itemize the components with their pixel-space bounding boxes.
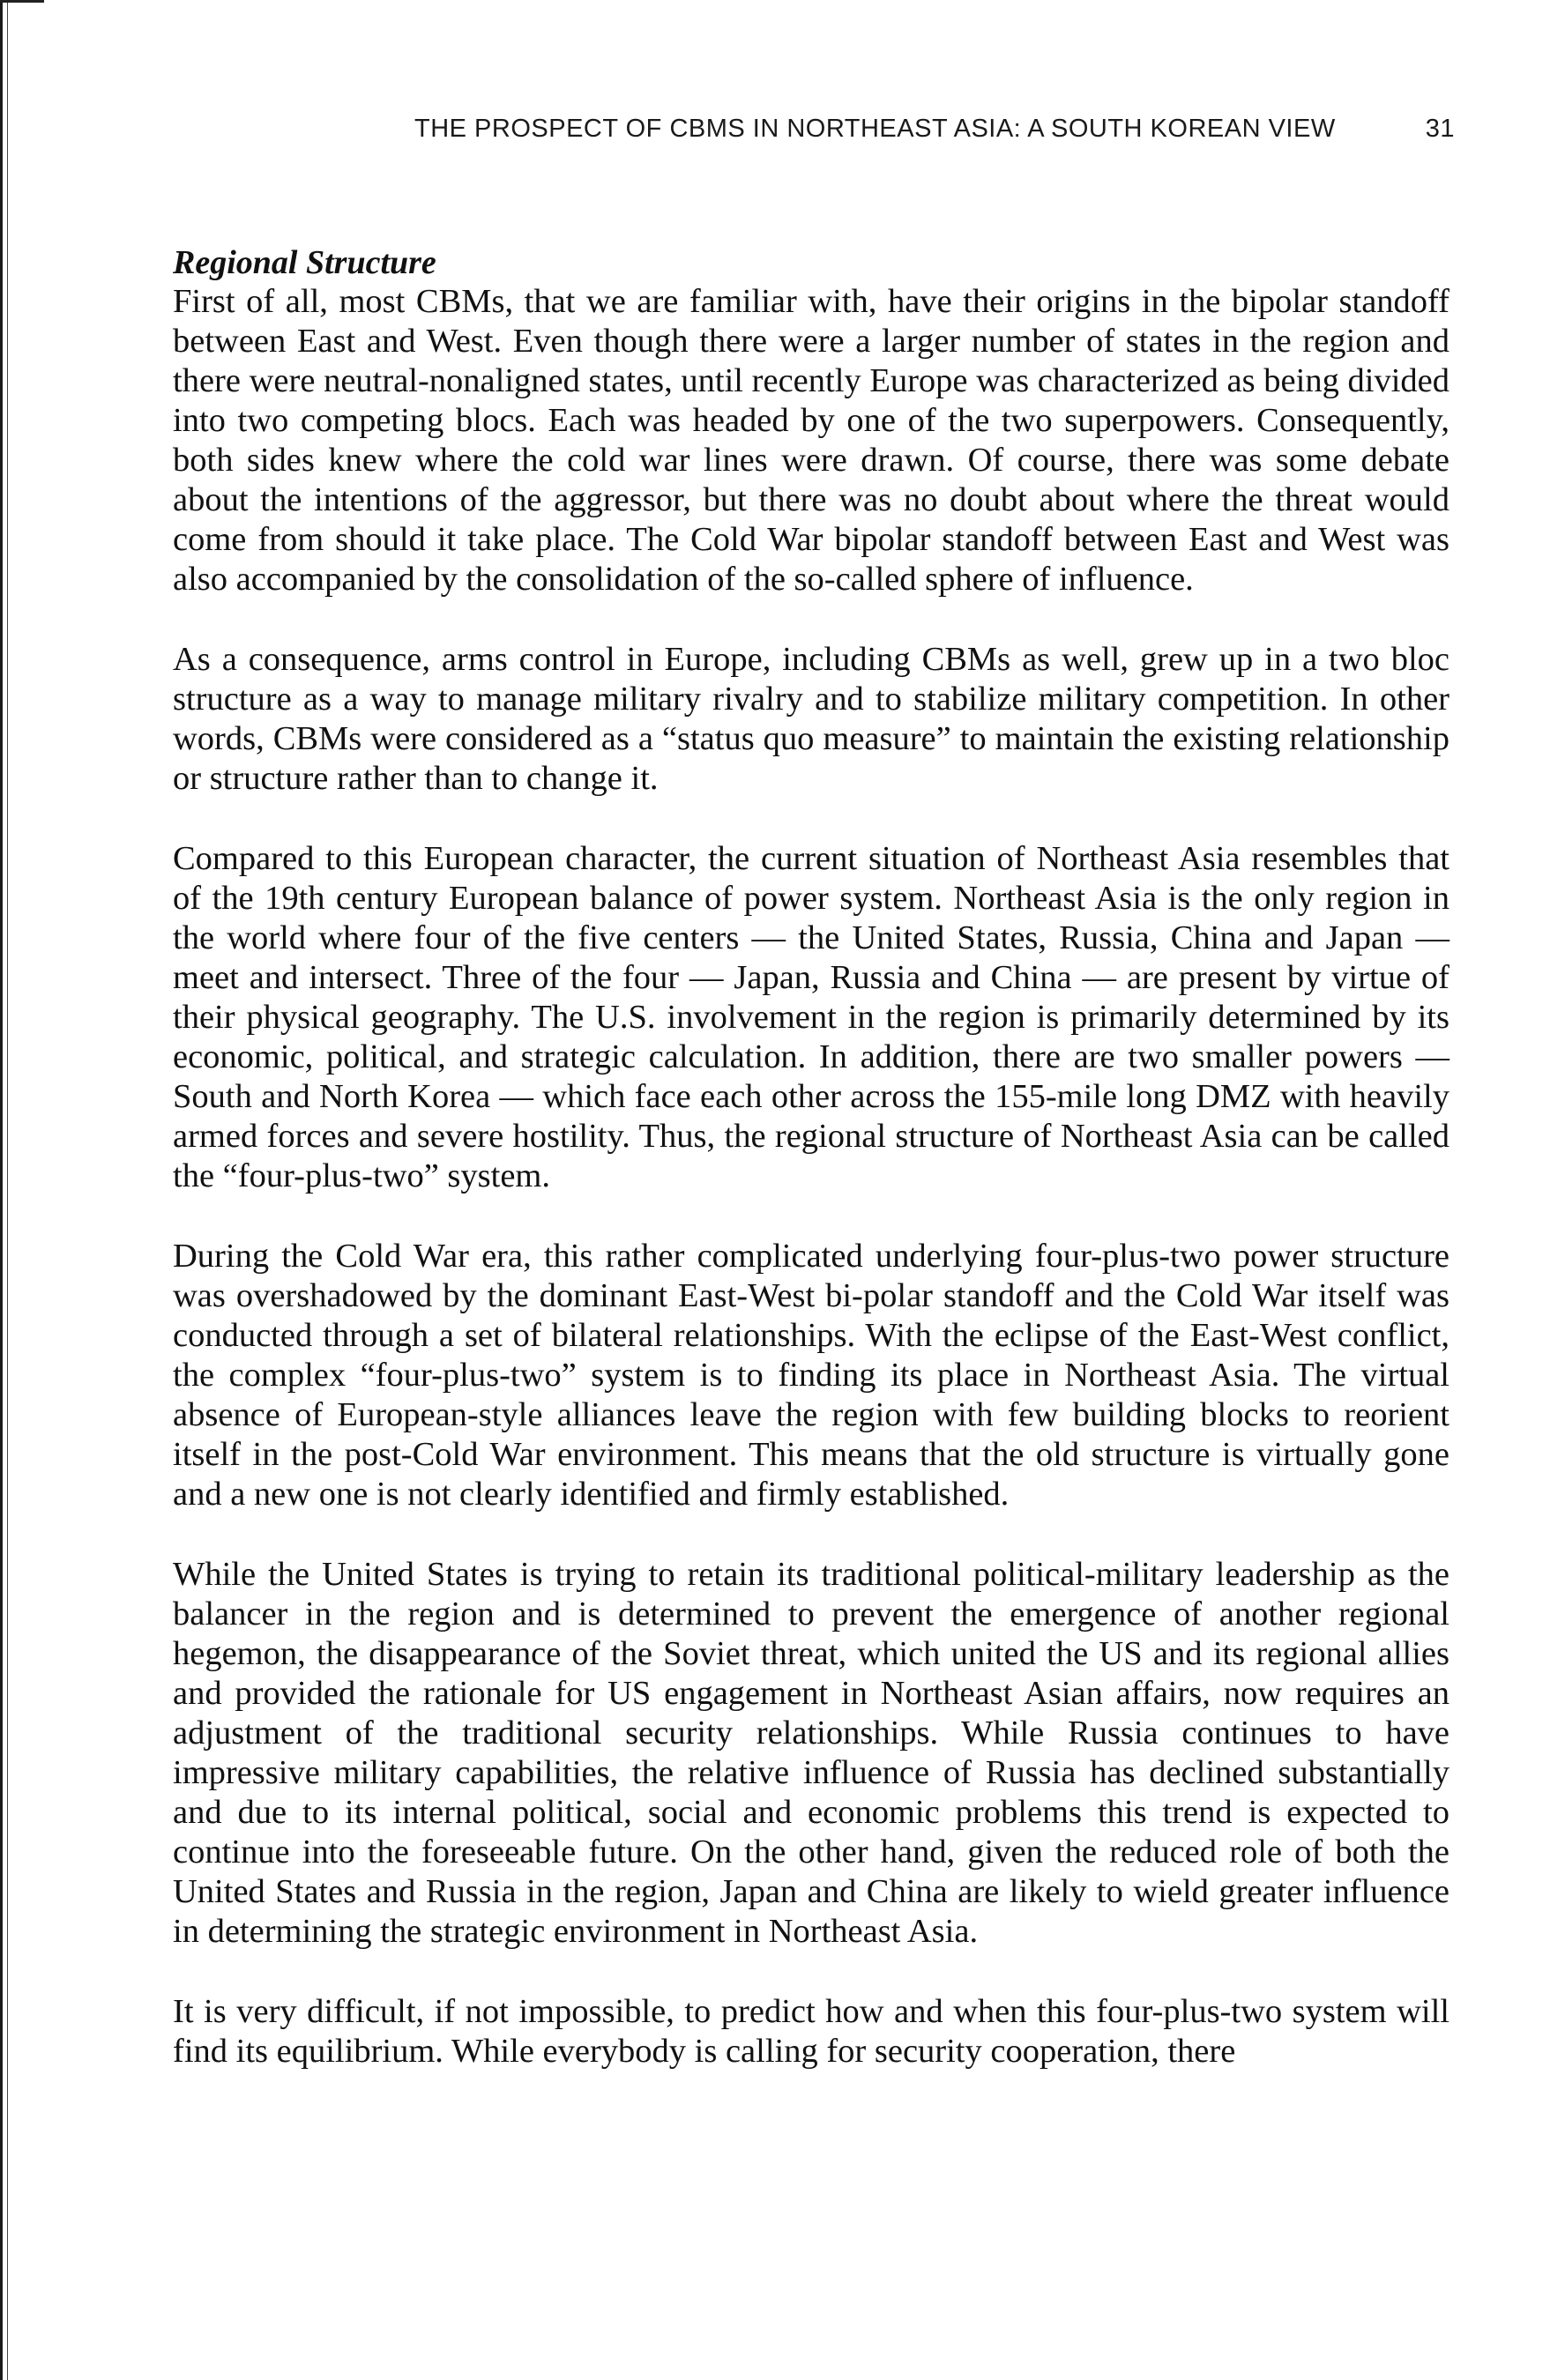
paragraph-2: As a consequence, arms control in Europe, including CBMs as well, grew up in a two bloc structure as a way to manage military rivalry and to stabilize military competition. In other words, CBMs were considered as a “status quo measure” to maintain the existing relationship or structure rather than to change it. xyxy=(173,641,1449,797)
paragraph-3: Compared to this European character, the current situation of Northeast Asia resembles that of the 19th century European balance of power system. Northeast Asia is the only region in the world where four of the five centers — the United States, Russia, China and Japan — meet and intersect. Three of the four — Japan, Russia and China — are present by virtue of their physical geography. The U.S. involvement in the region is primarily determined by its economic, political, and strategic calculation. In addition, there are two smaller powers — South and North Korea — which face each other across the 155-mile long DMZ with heavily armed forces and severe hostility. Thus, the regional structure of Northeast Asia can be called the “four-plus-two” system. xyxy=(173,840,1449,1194)
paragraph-1: First of all, most CBMs, that we are familiar with, have their origins in the bipolar standoff between East and West. Even though there were a larger number of states in the region and there were neutral-nonaligned states, until recently Europe was characterized as being divided into two competing blocs. Each was headed by one of the two superpowers. Consequently, both sides knew where the cold war lines were drawn. Of course, there was some debate about the intentions of the aggressor, but there was no doubt about where the threat would come from should it take place. The Cold War bipolar standoff between East and West was also accompanied by the consolidation of the so-called sphere of influence. xyxy=(173,283,1449,598)
page-number: 31 xyxy=(1425,115,1455,143)
section-subheading: Regional Structure xyxy=(173,244,436,281)
paragraph-6: It is very difficult, if not impossible, to predict how and when this four-plus-two system will find its equilibrium. While everybody is calling for security cooperation, there xyxy=(173,1993,1449,2070)
running-title: THE PROSPECT OF CBMS IN NORTHEAST ASIA: A SOUTH KOREAN VIEW xyxy=(414,115,1336,143)
page-body xyxy=(173,243,1449,2112)
paragraph-5: While the United States is trying to retain its traditional political-military leadership as the balancer in the region and is determined to prevent the emergence of another regional hegemon, the disappearance of the Soviet threat, which united the US and its regional allies and provided the rationale for US engagement in Northeast Asian affairs, now requires an adjustment of the traditional security relationships. While Russia continues to have impressive military capabilities, the relative influence of Russia has declined substantially and due to its internal political, social and economic problems this trend is expected to continue into the foreseeable future. On the other hand, given the reduced role of both the United States and Russia in the region, Japan and China are likely to wield greater influence in determining the strategic environment in Northeast Asia. xyxy=(173,1556,1449,1950)
paragraph-4: During the Cold War era, this rather complicated underlying four-plus-two power structure was overshadowed by the dominant East-West bi-polar standoff and the Cold War itself was conducted through a set of bilateral relationships. With the eclipse of the East-West conflict, the complex “four-plus-two” system is to finding its place in Northeast Asia. The virtual absence of European-style alliances leave the region with few building blocks to reorient itself in the post-Cold War environment. This means that the old structure is virtually gone and a new one is not clearly identified and firmly established. xyxy=(173,1238,1449,1513)
scan-edge-line xyxy=(0,0,12,2380)
scan-corner-mark xyxy=(0,0,44,3)
running-header xyxy=(414,115,1455,144)
